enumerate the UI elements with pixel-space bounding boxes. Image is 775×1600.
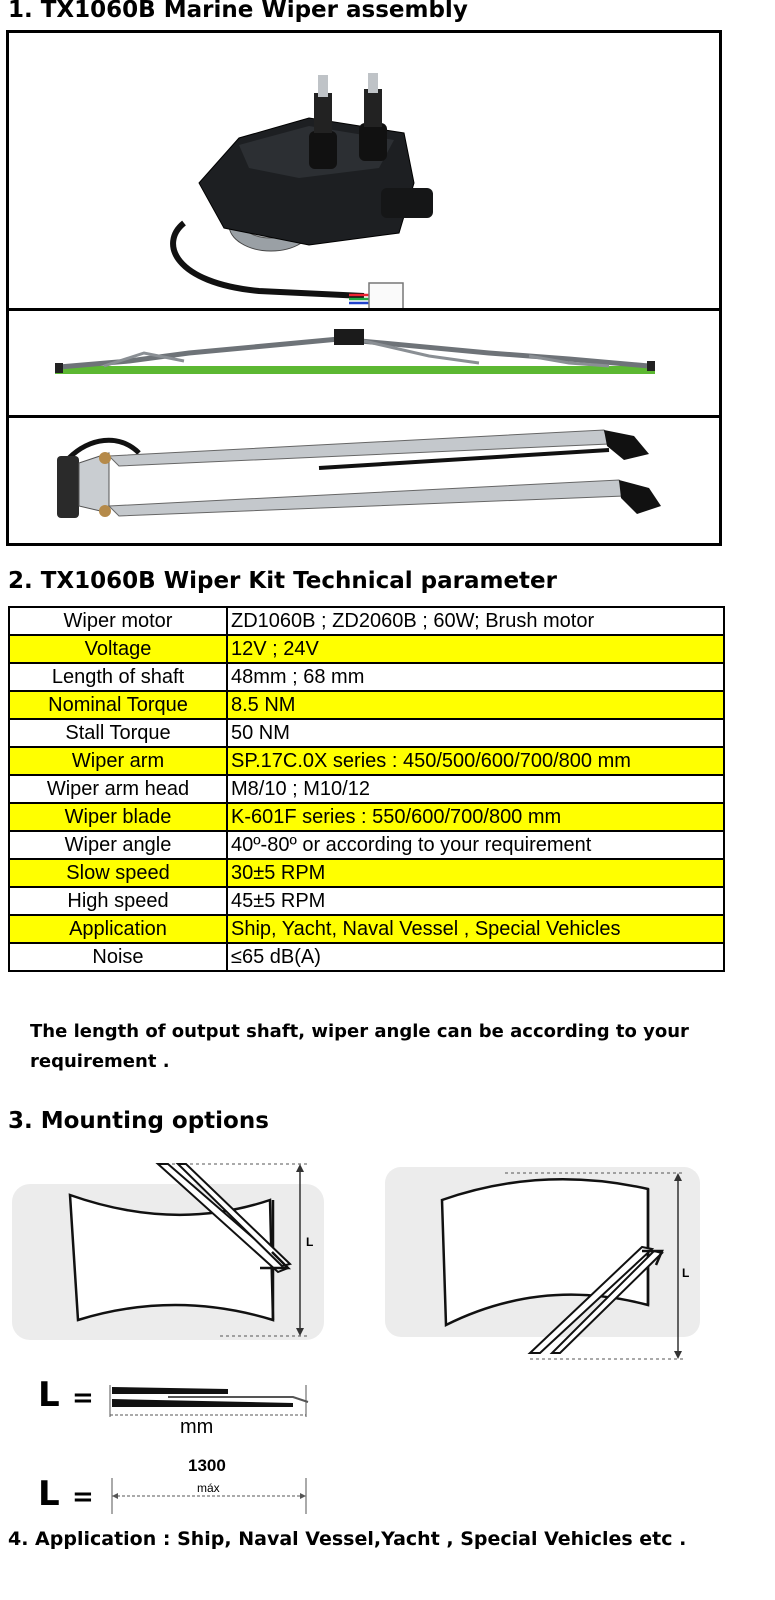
- spec-param-cell: Application: [9, 915, 227, 943]
- spec-param-cell: Voltage: [9, 635, 227, 663]
- spec-param-cell: Slow speed: [9, 859, 227, 887]
- spec-row: [9, 775, 724, 803]
- spec-row: [9, 887, 724, 915]
- spec-row: [9, 635, 724, 663]
- spec-param-cell: Length of shaft: [9, 663, 227, 691]
- section3-title: 3. Mounting options: [8, 1108, 269, 1134]
- mounting-diagram-top: [10, 1160, 340, 1345]
- equation2-l-symbol: L: [38, 1474, 60, 1514]
- equation1-equals-sign: =: [72, 1383, 94, 1413]
- technical-parameter-table: [8, 606, 725, 972]
- spec-value-cell: 45±5 RPM: [227, 887, 724, 915]
- wiper-motor-photo: [6, 30, 722, 311]
- equation2-equals-sign: =: [72, 1482, 94, 1512]
- section1-title: 1. TX1060B Marine Wiper assembly: [8, 0, 468, 23]
- section4-title: 4. Application : Ship, Naval Vessel,Yacht , Special Vehicles etc .: [8, 1528, 687, 1550]
- wiper-arm-photo: [6, 415, 722, 546]
- spec-row: [9, 915, 724, 943]
- spec-row: [9, 663, 724, 691]
- spec-value-cell: 48mm ; 68 mm: [227, 663, 724, 691]
- spec-param-cell: Noise: [9, 943, 227, 971]
- spec-param-cell: Nominal Torque: [9, 691, 227, 719]
- mounting-diagram-bottom: [380, 1165, 710, 1365]
- spec-value-cell: SP.17C.0X series : 450/500/600/700/800 mm: [227, 747, 724, 775]
- wiper-blade-photo: [6, 308, 722, 418]
- spec-value-cell: ≤65 dB(A): [227, 943, 724, 971]
- equation1-unit: mm: [180, 1416, 214, 1438]
- spec-value-cell: ZD1060B ; ZD2060B ; 60W; Brush motor: [227, 607, 724, 635]
- spec-row: [9, 747, 724, 775]
- spec-param-cell: Wiper motor: [9, 607, 227, 635]
- spec-value-cell: 30±5 RPM: [227, 859, 724, 887]
- dimension-l-label-top: L: [306, 1235, 314, 1249]
- spec-row: [9, 859, 724, 887]
- max-length-value: 1300: [188, 1456, 226, 1475]
- spec-param-cell: Stall Torque: [9, 719, 227, 747]
- spec-row: [9, 607, 724, 635]
- spec-value-cell: 40º-80º or according to your requirement: [227, 831, 724, 859]
- spec-param-cell: High speed: [9, 887, 227, 915]
- max-length-label: máx: [197, 1481, 220, 1495]
- spec-value-cell: 50 NM: [227, 719, 724, 747]
- equation1-l-symbol: L: [38, 1375, 60, 1415]
- section2-title: 2. TX1060B Wiper Kit Technical parameter: [8, 568, 557, 594]
- spec-value-cell: 8.5 NM: [227, 691, 724, 719]
- spec-value-cell: K-601F series : 550/600/700/800 mm: [227, 803, 724, 831]
- spec-param-cell: Wiper blade: [9, 803, 227, 831]
- spec-param-cell: Wiper arm head: [9, 775, 227, 803]
- spec-param-cell: Wiper angle: [9, 831, 227, 859]
- spec-value-cell: 12V ; 24V: [227, 635, 724, 663]
- dimension-l-label-bottom: L: [682, 1266, 690, 1280]
- spec-row: [9, 943, 724, 971]
- spec-param-cell: Wiper arm: [9, 747, 227, 775]
- shaft-length-note: The length of output shaft, wiper angle can be according to your requirement .: [30, 1021, 689, 1072]
- wiper-arm-length-icon: [108, 1385, 313, 1417]
- spec-row: [9, 691, 724, 719]
- spec-row: [9, 831, 724, 859]
- spec-value-cell: M8/10 ; M10/12: [227, 775, 724, 803]
- spec-row: [9, 803, 724, 831]
- spec-value-cell: Ship, Yacht, Naval Vessel , Special Vehicles: [227, 915, 724, 943]
- spec-row: [9, 719, 724, 747]
